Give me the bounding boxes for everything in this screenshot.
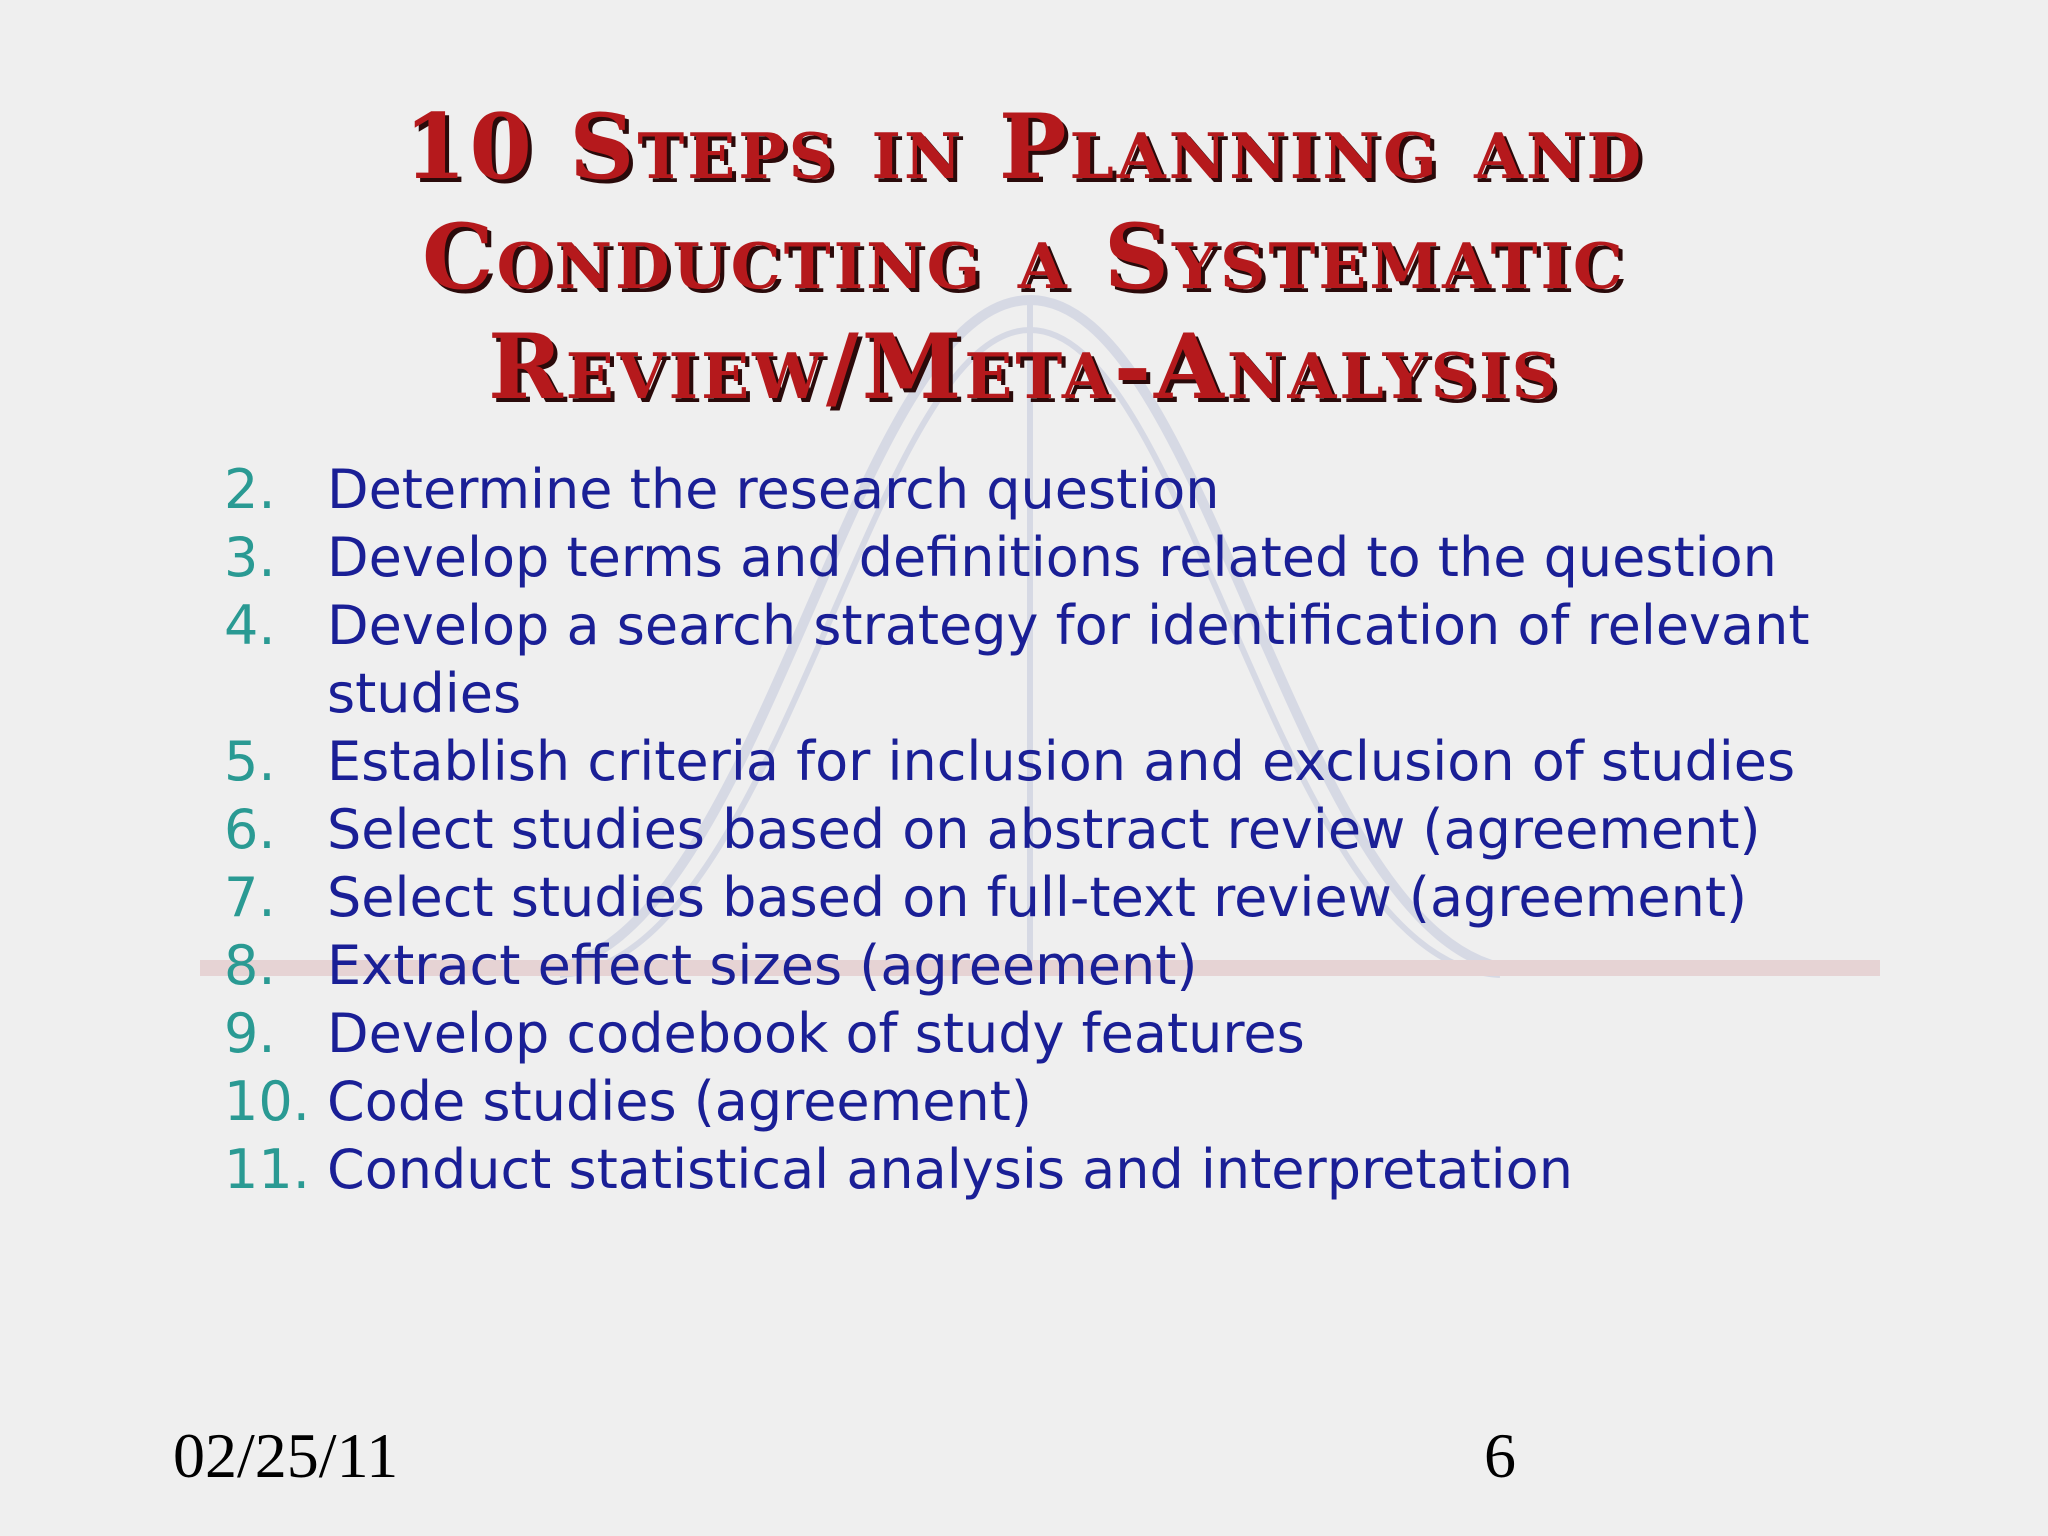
step-text: Code studies (agreement)	[327, 1070, 1032, 1133]
step-number: 3.	[224, 526, 276, 589]
step-text: Select studies based on full-text review (agreement)	[327, 866, 1748, 929]
step-number: 11.	[224, 1138, 310, 1201]
title-line: 10 Steps in Planning and	[403, 94, 1645, 200]
step-text: Select studies based on abstract review (agreement)	[327, 798, 1761, 861]
title-line: Review/Meta-Analysis	[487, 314, 1561, 420]
list-item	[224, 728, 1844, 796]
step-text: Develop a search strategy for identification of relevant studies	[327, 594, 1810, 725]
footer-date: 02/25/11	[173, 1420, 399, 1491]
step-number: 10.	[224, 1070, 310, 1133]
step-text: Determine the research question	[327, 458, 1220, 521]
step-number: 9.	[224, 1002, 276, 1065]
list-item	[224, 796, 1844, 864]
step-text: Extract effect sizes (agreement)	[327, 934, 1198, 997]
page-number: 6	[1484, 1420, 1516, 1491]
step-number: 5.	[224, 730, 276, 793]
title-line: Conducting a Systematic	[421, 204, 1627, 310]
step-number: 4.	[224, 594, 276, 657]
list-item	[224, 592, 1844, 728]
list-item	[224, 932, 1844, 1000]
step-number: 8.	[224, 934, 276, 997]
step-number: 2.	[224, 458, 276, 521]
list-item	[224, 1000, 1844, 1068]
step-number: 7.	[224, 866, 276, 929]
list-item	[224, 456, 1844, 524]
list-item	[224, 1136, 1844, 1204]
step-text: Develop terms and definitions related to the question	[327, 526, 1777, 589]
step-number: 6.	[224, 798, 276, 861]
slide-title	[0, 92, 2048, 422]
list-item	[224, 1068, 1844, 1136]
step-text: Develop codebook of study features	[327, 1002, 1305, 1065]
list-item	[224, 524, 1844, 592]
list-item	[224, 864, 1844, 932]
step-text: Conduct statistical analysis and interpretation	[327, 1138, 1573, 1201]
step-text: Establish criteria for inclusion and exclusion of studies	[327, 730, 1796, 793]
steps-list	[224, 456, 1844, 1204]
